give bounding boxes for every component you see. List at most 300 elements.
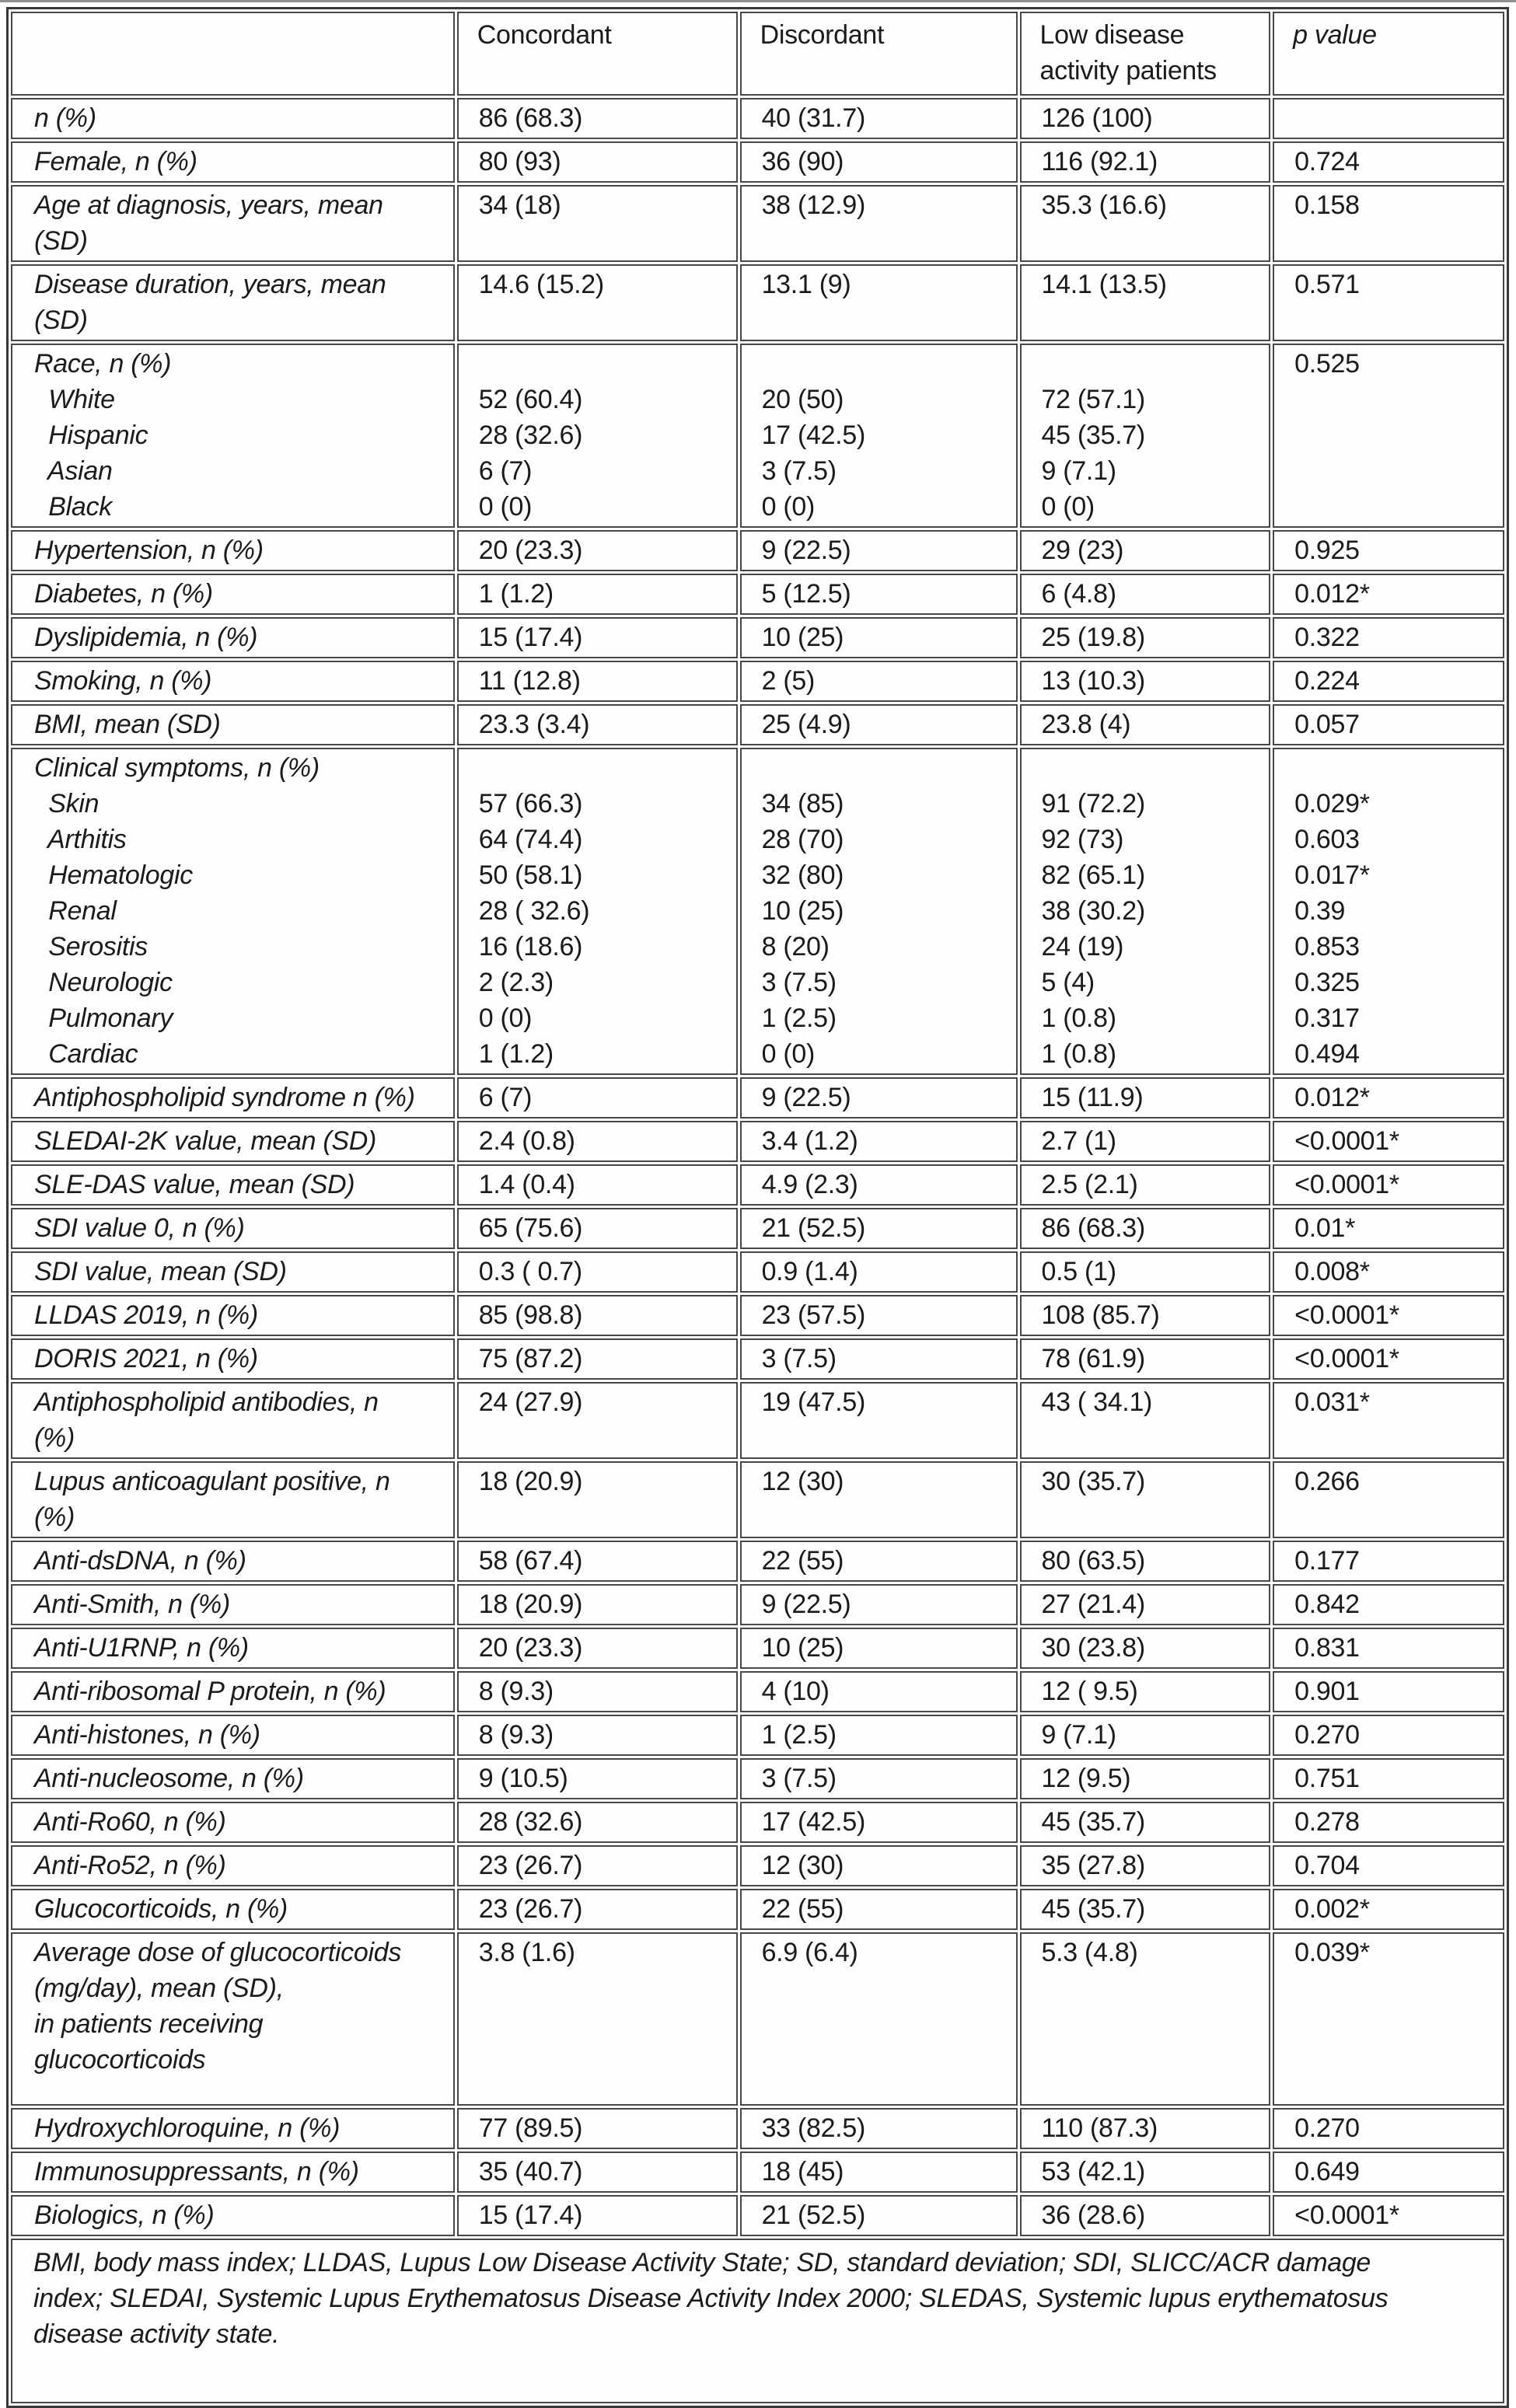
cell-line: 0.266 <box>1294 1467 1360 1496</box>
cell-line: Anti-Smith, n (%) <box>34 1590 230 1619</box>
cell-concordant <box>457 1295 738 1336</box>
cell-line: 0.057 <box>1294 710 1360 739</box>
cell-line: 23.3 (3.4) <box>478 710 590 739</box>
cell-line: <0.0001* <box>1294 1170 1399 1199</box>
cell-line: Cardiac <box>34 1039 138 1069</box>
cell-line: 0 (0) <box>1041 492 1095 522</box>
cell-line: 28 (70) <box>761 825 844 854</box>
cell-line <box>1294 100 1497 136</box>
cell-line: 0.842 <box>1294 1590 1360 1619</box>
cell-concordant <box>457 1541 738 1582</box>
cell-line: 0.002* <box>1294 1894 1370 1924</box>
cell-line: 0.270 <box>1294 1720 1360 1750</box>
table-row-antiphospholipid-syndrome <box>11 1077 1504 1118</box>
row-label <box>11 1121 455 1162</box>
cell-line: 64 (74.4) <box>478 825 583 854</box>
row-label <box>11 1889 455 1930</box>
cell-discordant <box>740 1295 1018 1336</box>
cell-p-value <box>1273 1077 1504 1118</box>
cell-line: 6 (4.8) <box>1041 579 1116 609</box>
cell-line: Anti-histones, n (%) <box>34 1720 260 1750</box>
cell-line: 1 (0.8) <box>1041 1039 1116 1069</box>
cell-p-value <box>1273 1802 1504 1843</box>
cell-line: SDI value 0, n (%) <box>34 1213 245 1243</box>
row-label <box>11 704 455 745</box>
table-footnote <box>11 2239 1504 2403</box>
cell-line: 85 (98.8) <box>478 1300 583 1330</box>
cell-line: 38 (12.9) <box>761 190 865 220</box>
cell-line <box>762 346 1010 382</box>
cell-discordant <box>740 1584 1018 1625</box>
cell-p-value <box>1273 141 1504 183</box>
cell-concordant <box>457 98 738 139</box>
cell-line: Dyslipidemia, n (%) <box>34 623 258 652</box>
column-header-concordant <box>457 12 738 96</box>
cell-p-value <box>1273 1584 1504 1625</box>
cell-line: 22 (55) <box>761 1546 844 1576</box>
cell-line: 57 (66.3) <box>478 789 583 818</box>
table-row-anti-histones <box>11 1715 1504 1756</box>
cell-line: 12 (30) <box>761 1467 844 1496</box>
row-label <box>11 1164 455 1206</box>
cell-p-value <box>1273 1671 1504 1712</box>
cell-line: 8 (9.3) <box>478 1677 554 1706</box>
table-row-diabetes <box>11 574 1504 615</box>
cell-line: (%) <box>34 1423 75 1453</box>
cell-line: 40 (31.7) <box>761 103 865 133</box>
table-row-sle-das <box>11 1164 1504 1206</box>
cell-line: 0.603 <box>1294 825 1360 854</box>
cell-discordant <box>740 1889 1018 1930</box>
cell-line: <0.0001* <box>1294 1126 1399 1156</box>
cell-p-value <box>1273 1889 1504 1930</box>
row-label <box>11 264 455 341</box>
cell-line: 20 (50) <box>761 385 844 414</box>
cell-concordant <box>457 574 738 615</box>
cell-line: 10 (25) <box>761 623 844 652</box>
cell-line: Female, n (%) <box>34 147 197 176</box>
cell-low-disease <box>1020 1208 1271 1249</box>
cell-discordant <box>740 1338 1018 1380</box>
cell-line: 10 (25) <box>761 896 844 926</box>
cell-concordant <box>457 1164 738 1206</box>
cell-concordant <box>457 1338 738 1380</box>
cell-line: Low disease <box>1039 20 1185 50</box>
table-row-anti-nucleosome <box>11 1758 1504 1799</box>
cell-line: 25 (19.8) <box>1041 623 1145 652</box>
cell-line: LLDAS 2019, n (%) <box>34 1300 258 1330</box>
cell-low-disease <box>1020 2108 1271 2149</box>
cell-line: 116 (92.1) <box>1041 147 1158 176</box>
cell-concordant <box>457 661 738 702</box>
cell-line: 9 (10.5) <box>478 1764 568 1793</box>
cell-p-value <box>1273 264 1504 341</box>
cell-concordant <box>457 1382 738 1459</box>
cell-concordant <box>457 1715 738 1756</box>
cell-line: 126 (100) <box>1041 103 1153 133</box>
cell-low-disease <box>1020 141 1271 183</box>
cell-line: Anti-dsDNA, n (%) <box>34 1546 246 1576</box>
cell-line: glucocorticoids <box>34 2045 206 2075</box>
cell-line: 16 (18.6) <box>478 932 583 961</box>
cell-line: disease activity state. <box>33 2319 280 2349</box>
cell-p-value <box>1273 1628 1504 1669</box>
cell-line: 0.831 <box>1294 1633 1360 1663</box>
cell-line: 80 (63.5) <box>1041 1546 1145 1576</box>
cell-line: 0.724 <box>1294 147 1360 176</box>
cell-line: 2.5 (2.1) <box>1041 1170 1138 1199</box>
cell-low-disease <box>1020 1121 1271 1162</box>
cell-low-disease <box>1020 1164 1271 1206</box>
cell-line: Hematologic <box>34 860 193 890</box>
cell-line: 3 (7.5) <box>761 1344 837 1373</box>
cell-line: Biologics, n (%) <box>34 2200 215 2230</box>
cell-p-value <box>1273 1758 1504 1799</box>
cell-line: 0.177 <box>1294 1546 1360 1576</box>
cell-line: Discordant <box>760 20 885 50</box>
cell-p-value <box>1273 1461 1504 1538</box>
cell-concordant <box>457 1121 738 1162</box>
table-row-anti-ro60 <box>11 1802 1504 1843</box>
cell-p-value <box>1273 344 1504 528</box>
cell-low-disease <box>1020 661 1271 702</box>
cell-line: 13.1 (9) <box>761 270 851 299</box>
cell-line: Hypertension, n (%) <box>34 536 264 565</box>
cell-line: Clinical symptoms, n (%) <box>34 753 320 783</box>
cell-line: Black <box>34 492 112 522</box>
cell-low-disease <box>1020 1845 1271 1886</box>
cell-low-disease <box>1020 1295 1271 1336</box>
cell-line: 15 (17.4) <box>478 623 583 652</box>
table-row-antiphospholipid-antibodies <box>11 1382 1504 1459</box>
cell-line: 45 (35.7) <box>1041 1807 1145 1837</box>
row-label <box>11 1628 455 1669</box>
cell-line: 3 (7.5) <box>761 456 837 486</box>
cell-discordant <box>740 1208 1018 1249</box>
cell-low-disease <box>1020 1628 1271 1669</box>
cell-line: 3.4 (1.2) <box>761 1126 858 1156</box>
row-label <box>11 1932 455 2106</box>
cell-line: DORIS 2021, n (%) <box>34 1344 258 1373</box>
cell-line: Anti-Ro52, n (%) <box>34 1851 226 1880</box>
cell-line: Average dose of glucocorticoids <box>34 1938 402 1967</box>
cell-p-value <box>1273 98 1504 139</box>
cell-line: 0 (0) <box>761 492 815 522</box>
row-label <box>11 2108 455 2149</box>
row-label <box>11 574 455 615</box>
cell-p-value <box>1273 2108 1504 2149</box>
cell-low-disease <box>1020 1077 1271 1118</box>
cell-line: 9 (7.1) <box>1041 456 1116 486</box>
cell-concordant <box>457 1671 738 1712</box>
cell-line: 17 (42.5) <box>761 1807 865 1837</box>
cell-line: 36 (90) <box>761 147 844 176</box>
cell-line: White <box>34 385 115 414</box>
cell-concordant <box>457 1628 738 1669</box>
cell-p-value <box>1273 1541 1504 1582</box>
cell-line: 14.6 (15.2) <box>478 270 604 299</box>
cell-line: SDI value, mean (SD) <box>34 1257 287 1286</box>
table-row-n-percent <box>11 98 1504 139</box>
cell-line: index; SLEDAI, Systemic Lupus Erythematosus Disease Activity Index 2000; SLEDAS, Systemic lupus erythematosus <box>33 2284 1389 2313</box>
cell-discordant <box>740 617 1018 658</box>
cell-line: 50 (58.1) <box>478 860 583 890</box>
cell-discordant <box>740 661 1018 702</box>
cell-line: 75 (87.2) <box>478 1344 583 1373</box>
cell-low-disease <box>1020 1251 1271 1293</box>
row-label <box>11 1845 455 1886</box>
row-label <box>11 1584 455 1625</box>
cell-line: 0.012* <box>1294 579 1370 609</box>
cell-line: 0.9 (1.4) <box>761 1257 858 1286</box>
cell-line: 0.158 <box>1294 190 1360 220</box>
cell-line: Glucocorticoids, n (%) <box>34 1894 288 1924</box>
cell-concordant <box>457 141 738 183</box>
cell-line: Asian <box>34 456 113 486</box>
cell-concordant <box>457 748 738 1075</box>
cell-discordant <box>740 1382 1018 1459</box>
cell-discordant <box>740 1541 1018 1582</box>
cell-line: 4.9 (2.3) <box>761 1170 858 1199</box>
cell-p-value <box>1273 704 1504 745</box>
cell-discordant <box>740 2108 1018 2149</box>
cell-line: 27 (21.4) <box>1041 1590 1145 1619</box>
cell-line: 22 (55) <box>761 1894 844 1924</box>
cell-line: 35 (27.8) <box>1041 1851 1145 1880</box>
cell-line: SLE-DAS value, mean (SD) <box>34 1170 355 1199</box>
cell-discordant <box>740 704 1018 745</box>
row-label <box>11 1541 455 1582</box>
table-row-doris-2021 <box>11 1338 1504 1380</box>
footnote-row <box>11 2239 1504 2403</box>
cell-line <box>1042 750 1263 786</box>
cell-p-value <box>1273 574 1504 615</box>
cell-line: 9 (7.1) <box>1041 1720 1116 1750</box>
cell-line: 15 (11.9) <box>1041 1083 1144 1112</box>
cell-line: 28 (32.6) <box>478 421 583 450</box>
cell-line: 14.1 (13.5) <box>1041 270 1167 299</box>
cell-discordant <box>740 748 1018 1075</box>
cell-low-disease <box>1020 704 1271 745</box>
cell-concordant <box>457 617 738 658</box>
cell-line: 0.031* <box>1294 1387 1370 1417</box>
cell-line: 18 (20.9) <box>478 1467 583 1496</box>
row-label <box>11 98 455 139</box>
row-label <box>11 1077 455 1118</box>
cell-line: 6 (7) <box>478 1083 533 1112</box>
cell-line: 5 (4) <box>1041 968 1095 997</box>
column-header-low-disease <box>1020 12 1271 96</box>
cell-line: 0.494 <box>1294 1039 1360 1069</box>
cell-p-value <box>1273 661 1504 702</box>
cell-line: 0.039* <box>1294 1938 1370 1967</box>
cell-line: 0.925 <box>1294 536 1360 565</box>
cell-low-disease <box>1020 748 1271 1075</box>
table-foot <box>11 2239 1504 2403</box>
cell-line: Disease duration, years, mean <box>34 270 386 299</box>
cell-line: 8 (9.3) <box>478 1720 554 1750</box>
cell-low-disease <box>1020 185 1271 262</box>
table-row-sdi-value-0 <box>11 1208 1504 1249</box>
cell-discordant <box>740 1628 1018 1669</box>
cell-line: 29 (23) <box>1041 536 1124 565</box>
cell-line: (SD) <box>34 226 88 256</box>
cell-line: 38 (30.2) <box>1041 896 1145 926</box>
row-label <box>11 344 455 528</box>
cell-line: Serositis <box>34 932 148 961</box>
cell-line: 80 (93) <box>478 147 561 176</box>
cell-low-disease <box>1020 1802 1271 1843</box>
cell-line: 25 (4.9) <box>761 710 851 739</box>
cell-line: 36 (28.6) <box>1041 2200 1145 2230</box>
cell-concordant <box>457 2108 738 2149</box>
cell-discordant <box>740 530 1018 571</box>
cell-line: 43 ( 34.1) <box>1041 1387 1153 1417</box>
cell-line: 0.5 (1) <box>1041 1257 1116 1286</box>
table-row-sledai-2k <box>11 1121 1504 1162</box>
cell-line: 9 (22.5) <box>761 536 851 565</box>
cell-line: 0.525 <box>1294 349 1360 379</box>
cell-p-value <box>1273 748 1504 1075</box>
cell-p-value <box>1273 530 1504 571</box>
cell-low-disease <box>1020 344 1271 528</box>
cell-line: 35.3 (16.6) <box>1041 190 1167 220</box>
cell-line: 34 (18) <box>478 190 561 220</box>
cell-p-value <box>1273 2195 1504 2236</box>
cell-line: 19 (47.5) <box>761 1387 865 1417</box>
table-row-hydroxychloroquine <box>11 2108 1504 2149</box>
cell-line: Antiphospholipid syndrome n (%) <box>34 1083 415 1112</box>
cell-line: 53 (42.1) <box>1041 2157 1145 2186</box>
cell-p-value <box>1273 1164 1504 1206</box>
cell-line: 18 (45) <box>761 2157 844 2186</box>
cell-line: Renal <box>34 896 117 926</box>
cell-line: activity patients <box>1039 56 1217 86</box>
cell-line: <0.0001* <box>1294 1300 1399 1330</box>
cell-line <box>31 17 447 53</box>
cell-line: 77 (89.5) <box>478 2113 583 2143</box>
cell-discordant <box>740 1758 1018 1799</box>
cell-line: 28 (32.6) <box>478 1807 583 1837</box>
cell-line: 92 (73) <box>1041 825 1124 854</box>
cell-line: 30 (23.8) <box>1041 1633 1145 1663</box>
cell-line: 86 (68.3) <box>478 103 583 133</box>
cell-discordant <box>740 1077 1018 1118</box>
cell-line: <0.0001* <box>1294 2200 1399 2230</box>
cell-line: 15 (17.4) <box>478 2200 583 2230</box>
cell-concordant <box>457 1802 738 1843</box>
cell-line: 35 (40.7) <box>478 2157 583 2186</box>
cell-concordant <box>457 2151 738 2193</box>
cell-concordant <box>457 704 738 745</box>
cell-concordant <box>457 264 738 341</box>
cell-line: 21 (52.5) <box>761 1213 865 1243</box>
cell-line <box>479 346 730 382</box>
cell-line: 52 (60.4) <box>478 385 583 414</box>
cell-concordant <box>457 344 738 528</box>
cell-concordant <box>457 1584 738 1625</box>
scan-edge-line <box>0 0 1516 2</box>
cell-low-disease <box>1020 1715 1271 1756</box>
table-row-disease-duration <box>11 264 1504 341</box>
cell-low-disease <box>1020 1889 1271 1930</box>
cell-line: 0.853 <box>1294 932 1360 961</box>
cell-line: 6 (7) <box>478 456 533 486</box>
cell-line: 0.3 ( 0.7) <box>478 1257 582 1286</box>
cell-line: 13 (10.3) <box>1041 666 1145 696</box>
cell-line: 3 (7.5) <box>761 968 837 997</box>
cell-discordant <box>740 2195 1018 2236</box>
cell-line: Pulmonary <box>34 1003 173 1033</box>
cell-line: Concordant <box>477 20 612 50</box>
cell-line: Hydroxychloroquine, n (%) <box>34 2113 341 2143</box>
cell-low-disease <box>1020 617 1271 658</box>
cell-line: 1 (1.2) <box>478 579 554 609</box>
cell-line: 30 (35.7) <box>1041 1467 1145 1496</box>
header-row <box>11 12 1504 96</box>
table-row-glucocorticoids <box>11 1889 1504 1930</box>
cell-discordant <box>740 574 1018 615</box>
cell-line: n (%) <box>34 103 96 133</box>
cell-concordant <box>457 1758 738 1799</box>
table-row-anti-ribosomal-p-protein <box>11 1671 1504 1712</box>
table-row-lldas-2019 <box>11 1295 1504 1336</box>
cell-p-value <box>1273 1715 1504 1756</box>
cell-discordant <box>740 264 1018 341</box>
cell-line: 6.9 (6.4) <box>761 1938 858 1967</box>
cell-low-disease <box>1020 1382 1271 1459</box>
cell-line: 0.01* <box>1294 1213 1356 1243</box>
cell-line: Age at diagnosis, years, mean <box>34 190 383 220</box>
row-label <box>11 1295 455 1336</box>
cell-low-disease <box>1020 574 1271 615</box>
cell-line: in patients receiving <box>34 2009 264 2039</box>
cell-line: 9 (22.5) <box>761 1083 851 1112</box>
table-row-race <box>11 344 1504 528</box>
cell-line: Anti-U1RNP, n (%) <box>34 1633 249 1663</box>
cell-discordant <box>740 1121 1018 1162</box>
cell-concordant <box>457 2195 738 2236</box>
cell-line: 0.224 <box>1294 666 1360 696</box>
cell-line: 86 (68.3) <box>1041 1213 1145 1243</box>
cell-line: 18 (20.9) <box>478 1590 583 1619</box>
cell-line: 0.751 <box>1294 1764 1360 1793</box>
row-label <box>11 1382 455 1459</box>
cell-discordant <box>740 1802 1018 1843</box>
cell-line <box>479 750 730 786</box>
cell-discordant <box>740 1932 1018 2106</box>
cell-p-value <box>1273 1208 1504 1249</box>
cell-line: 0.322 <box>1294 623 1360 652</box>
cell-concordant <box>457 185 738 262</box>
cell-low-disease <box>1020 1461 1271 1538</box>
cell-concordant <box>457 1251 738 1293</box>
cell-line: 0.704 <box>1294 1851 1360 1880</box>
cell-line: 17 (42.5) <box>761 421 865 450</box>
cell-discordant <box>740 1251 1018 1293</box>
cell-line: 72 (57.1) <box>1041 385 1145 414</box>
cell-discordant <box>740 185 1018 262</box>
cell-line: 20 (23.3) <box>478 536 583 565</box>
table-header <box>11 12 1504 96</box>
table-row-smoking <box>11 661 1504 702</box>
cell-line: Skin <box>34 789 100 818</box>
cell-line: 108 (85.7) <box>1041 1300 1160 1330</box>
cell-line: 23.8 (4) <box>1041 710 1131 739</box>
cell-low-disease <box>1020 1758 1271 1799</box>
cell-line: 32 (80) <box>761 860 844 890</box>
cell-discordant <box>740 1461 1018 1538</box>
